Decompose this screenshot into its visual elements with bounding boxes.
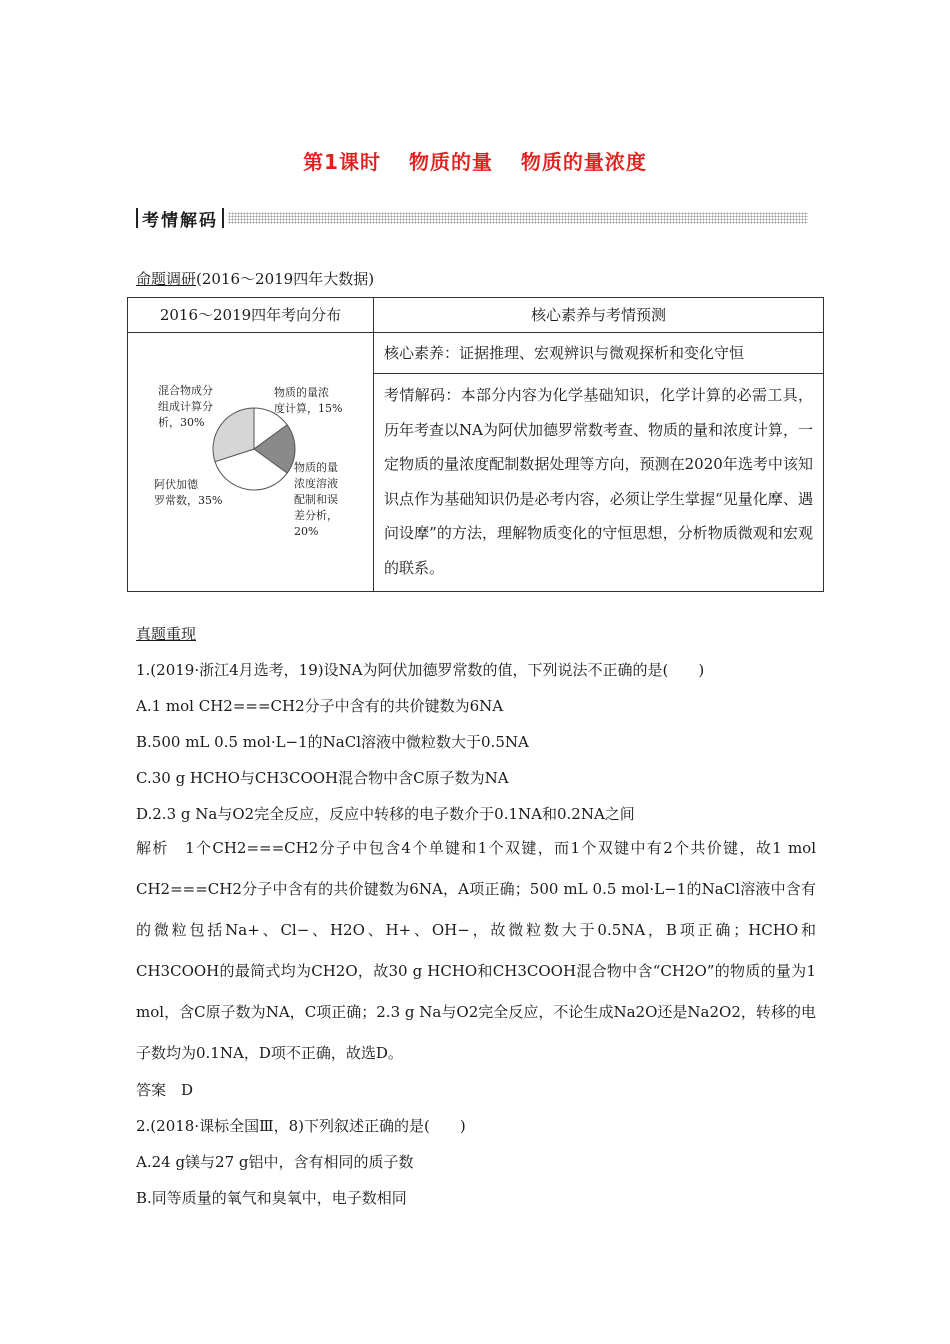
core-literacy: 核心素养：证据推理、宏观辨识与微观探析和变化守恒	[374, 333, 824, 374]
pie-label-mixture	[158, 383, 213, 431]
pie-label-line: 罗常数，35%	[154, 494, 223, 507]
pie-label-solution-prep	[294, 460, 338, 540]
pie-chart-cell	[128, 333, 374, 592]
q2-option-a: A.24 g镁与27 g铝中，含有相同的质子数	[136, 1153, 414, 1171]
pie-label-line: 差分析，	[294, 509, 338, 522]
title-lesson: 第1课时	[303, 150, 381, 174]
pie-label-line: 阿伏加德	[154, 478, 198, 491]
section-dotted-rule	[228, 212, 808, 224]
page-title	[0, 146, 950, 175]
forecast-text: 考情解码：本部分内容为化学基础知识，化学计算的必需工具，历年考查以NA为阿伏加德罗常数考查、物质的量和浓度计算，一定物质的量浓度配制数据处理等方向，预测在2020年选考中该知识点作为基础知识仍是必考内容，必须让学生掌握“见量化摩、遇问设摩”的方法，理解物质变化的守恒思想，分析物质微观和宏观的联系。	[374, 374, 824, 592]
pie-label-line: 析，30%	[158, 416, 205, 429]
col2-header: 核心素养与考情预测	[374, 298, 824, 333]
section-bar-left	[136, 208, 138, 228]
survey-label: 命题调研	[136, 270, 197, 288]
q1-option-c: C.30 g HCHO与CH3COOH混合物中含C原子数为NA	[136, 769, 509, 787]
q2-option-b: B.同等质量的氧气和臭氧中，电子数相同	[136, 1189, 407, 1207]
q1-answer: 答案 D	[136, 1081, 194, 1099]
pie-label-line: 配制和误	[294, 493, 338, 506]
q1-option-a: A.1 mol CH2===CH2分子中含有的共价键数为6NA	[136, 697, 504, 715]
pie-label-line: 20%	[294, 525, 319, 538]
section-label: 考情解码	[142, 211, 218, 231]
section-bar-divider	[222, 208, 224, 228]
q1-option-d: D.2.3 g Na与O2完全反应，反应中转移的电子数介于0.1NA和0.2NA之间	[136, 805, 635, 823]
pie-label-line: 浓度溶液	[294, 477, 338, 490]
q1-option-b: B.500 mL 0.5 mol·L−1的NaCl溶液中微粒数大于0.5NA	[136, 733, 529, 751]
q1-analysis: 解析 1个CH2===CH2分子中包含4个单键和1个双键，而1个双键中有2个共价键，故1 mol CH2===CH2分子中含有的共价键数为6NA，A项正确；500 mL 0.5 mol·L−1的NaCl溶液中含有的微粒包括Na+、Cl−、H2O、H+、OH−，故微粒数大于0.5NA，B项正确；HCHO和CH3COOH的最简式均为CH2O，故30 g HCHO和CH3COOH混合物中含“CH2O”的物质的量为1 mol，含C原子数为NA，C项正确；2.3 g Na与O2完全反应，不论生成Na2O还是Na2O2，转移的电子数均为0.1NA，D项不正确，故选D。	[136, 839, 816, 1062]
pie-label-line: 物质的量浓	[274, 386, 329, 399]
survey-range: (2016～2019四年大数据)	[196, 270, 375, 288]
title-part1: 物质的量	[408, 150, 493, 174]
survey-heading	[136, 268, 374, 289]
col1-header: 2016～2019四年考向分布	[128, 298, 374, 333]
pie-label-line: 物质的量	[294, 461, 338, 474]
pie-label-concentration-calc	[274, 385, 342, 417]
real-exam-label: 真题重现	[136, 625, 197, 643]
q1-stem: 1.(2019·浙江4月选考，19)设NA为阿伏加德罗常数的值，下列说法不正确的是( )	[136, 661, 705, 679]
pie-label-avogadro	[154, 477, 222, 509]
section-header	[136, 204, 808, 232]
title-part2: 物质的量浓度	[520, 150, 647, 174]
q2-stem: 2.(2018·课标全国Ⅲ，8)下列叙述正确的是( )	[136, 1117, 466, 1135]
pie-label-line: 混合物成分	[158, 384, 213, 397]
real-exam-heading	[136, 624, 196, 644]
pie-label-line: 度计算，15%	[274, 402, 343, 415]
pie-label-line: 组成计算分	[158, 400, 213, 413]
exam-analysis-table	[127, 297, 824, 592]
